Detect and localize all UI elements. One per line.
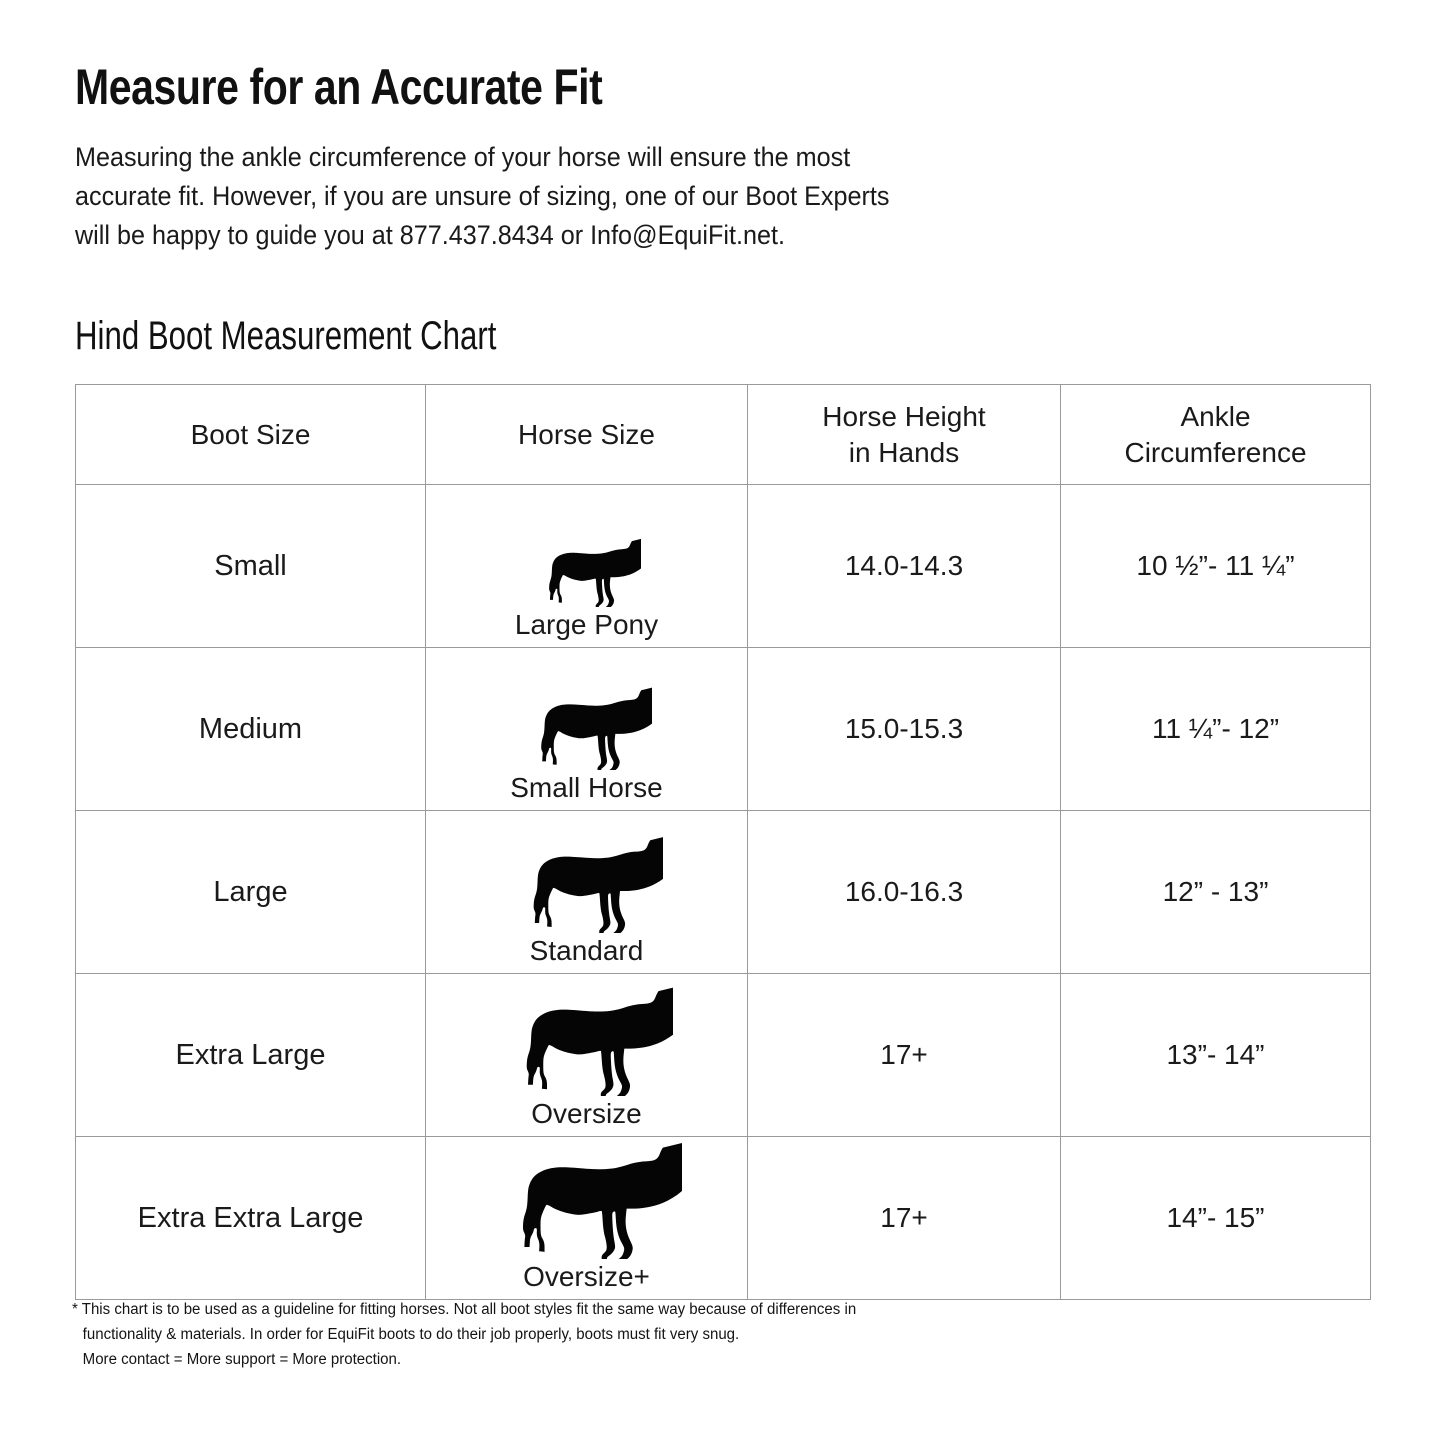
cell-horse-size	[426, 1137, 748, 1300]
page-title: Measure for an Accurate Fit	[75, 59, 603, 115]
table-row	[76, 1137, 1371, 1300]
footnote-line-1: * This chart is to be used as a guideline for fitting horses. Not all boot styles fit the same way because of differences in	[72, 1301, 857, 1318]
cell-horse-size	[426, 648, 748, 811]
column-header-horse-height-line-1: Horse Height	[822, 400, 986, 432]
horse-size-label: Oversize	[531, 1098, 642, 1129]
horse-size-label: Standard	[529, 935, 644, 966]
horse-size-group	[426, 650, 747, 808]
cell-boot-size: Medium	[76, 648, 426, 811]
intro-line-3: will be happy to guide you at 877.437.8434 or Info@EquiFit.net.	[75, 220, 785, 250]
cell-boot-size: Extra Extra Large	[76, 1137, 426, 1300]
horse-silhouette-icon	[501, 983, 673, 1096]
table-body	[76, 485, 1371, 1300]
column-header-ankle-line-2: Circumference	[1124, 436, 1307, 468]
table-row	[76, 811, 1371, 974]
cell-ankle-circumference: 13”- 14”	[1061, 974, 1371, 1137]
intro-line-2: accurate fit. However, if you are unsure of sizing, one of our Boot Experts	[75, 181, 890, 211]
horse-size-group	[426, 976, 747, 1134]
table-header	[76, 385, 1371, 485]
horse-size-label: Large Pony	[514, 609, 659, 640]
intro-paragraph	[75, 116, 1196, 255]
horse-size-group	[426, 813, 747, 971]
cell-horse-height: 14.0-14.3	[748, 485, 1061, 648]
horse-silhouette-icon	[533, 536, 641, 607]
column-header-ankle-circumference	[1061, 385, 1371, 485]
cell-ankle-circumference: 12” - 13”	[1061, 811, 1371, 974]
horse-size-group	[426, 487, 747, 645]
table-row	[76, 485, 1371, 648]
cell-horse-height: 17+	[748, 974, 1061, 1137]
column-header-horse-height-line-2: in Hands	[848, 436, 960, 468]
horse-size-label: Small Horse	[510, 772, 663, 803]
cell-boot-size: Small	[76, 485, 426, 648]
cell-horse-height: 17+	[748, 1137, 1061, 1300]
table-header-row	[76, 385, 1371, 485]
footnote-line-2: functionality & materials. In order for EquiFit boots to do their job properly, boots must fit very snug.	[82, 1326, 740, 1343]
column-header-horse-size-line-1: Horse Size	[518, 418, 655, 450]
horse-silhouette-icon	[511, 833, 663, 933]
cell-boot-size: Large	[76, 811, 426, 974]
footnote	[72, 1297, 945, 1372]
cell-ankle-circumference: 14”- 15”	[1061, 1137, 1371, 1300]
table-row	[76, 974, 1371, 1137]
table-row	[76, 648, 1371, 811]
footnote-line-3: More contact = More support = More protection.	[82, 1351, 402, 1368]
column-header-boot-size-line-1: Boot Size	[190, 418, 311, 450]
cell-horse-size	[426, 811, 748, 974]
header-block	[75, 58, 1375, 255]
horse-size-group	[426, 1139, 747, 1297]
intro-line-1: Measuring the ankle circumference of your horse will ensure the most	[75, 142, 851, 172]
cell-boot-size: Extra Large	[76, 974, 426, 1137]
horse-silhouette-icon	[522, 684, 652, 770]
cell-ankle-circumference: 11 ¼”- 12”	[1061, 648, 1371, 811]
column-header-horse-size	[426, 385, 748, 485]
measurement-table	[75, 384, 1371, 1300]
column-header-ankle-line-1: Ankle	[1180, 400, 1251, 432]
horse-size-label: Oversize+	[523, 1261, 650, 1292]
column-header-boot-size	[76, 385, 426, 485]
cell-horse-height: 16.0-16.3	[748, 811, 1061, 974]
cell-ankle-circumference: 10 ½”- 11 ¼”	[1061, 485, 1371, 648]
cell-horse-size	[426, 974, 748, 1137]
cell-horse-height: 15.0-15.3	[748, 648, 1061, 811]
cell-horse-size	[426, 485, 748, 648]
horse-silhouette-icon	[492, 1139, 682, 1259]
section-title: Hind Boot Measurement Chart	[75, 314, 497, 358]
column-header-horse-height	[748, 385, 1061, 485]
